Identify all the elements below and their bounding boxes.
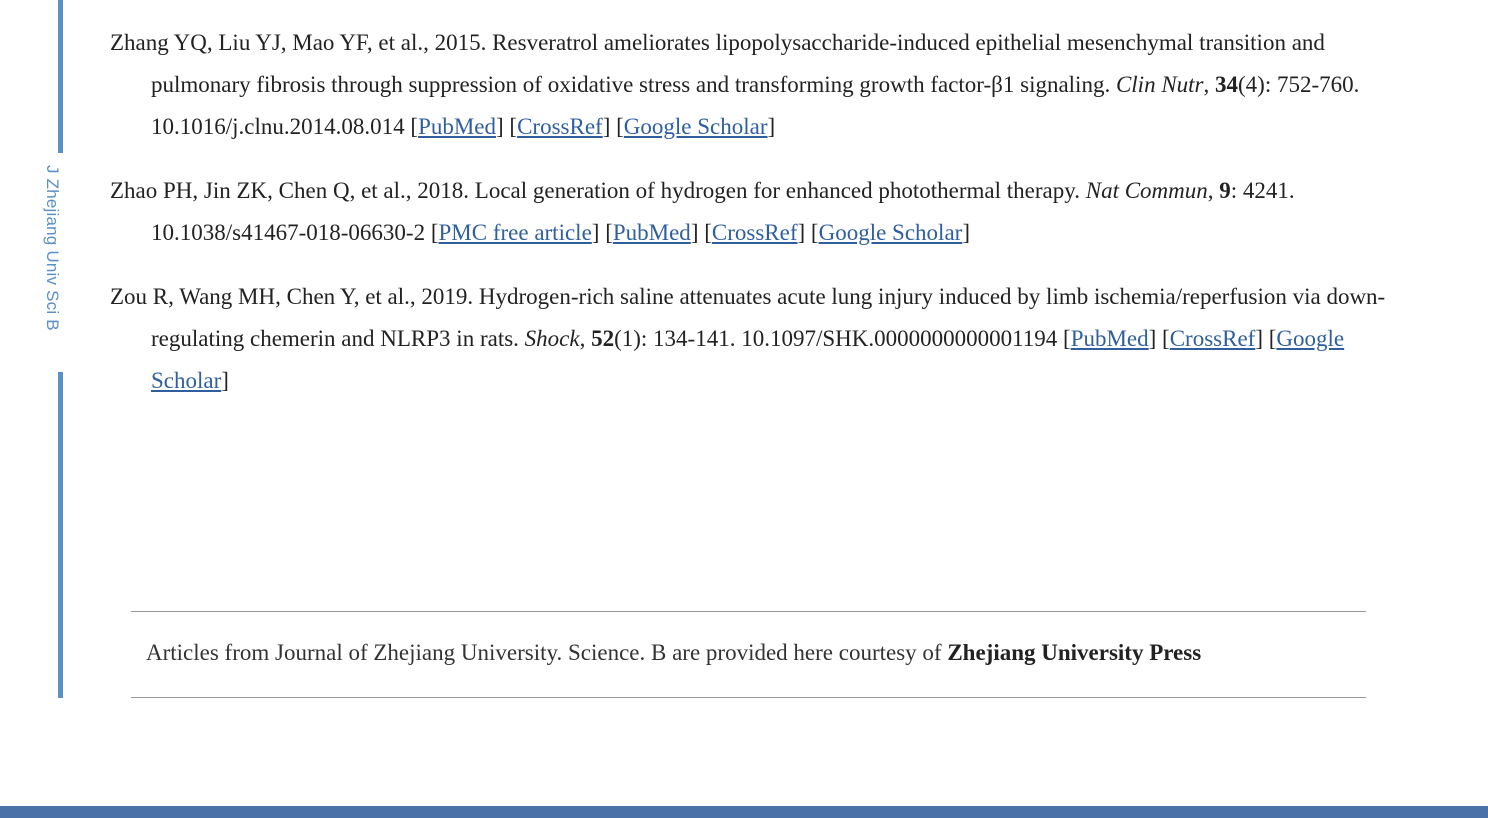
reference-journal: Nat Commun xyxy=(1085,178,1208,203)
publisher-name: Zhejiang University Press xyxy=(947,640,1202,665)
reference-text: Zhang YQ, Liu YJ, Mao YF, et al., 2015. Resveratrol ameliorates lipopolysaccharide-induced epithelial mesenchymal transition and pulmonary fibrosis through suppression of oxidative stress and transforming growth factor-β1 signaling. xyxy=(110,30,1325,97)
pubmed-link[interactable]: PubMed xyxy=(1070,326,1149,351)
reference-journal: Clin Nutr xyxy=(1115,72,1204,97)
page-bottom-bar xyxy=(0,806,1488,818)
sidebar-rail-line-top xyxy=(58,0,63,153)
pubmed-link[interactable]: PubMed xyxy=(612,220,691,245)
courtesy-line xyxy=(146,640,1201,666)
reference-details: (4): 752-760. 10.1016/j.clnu.2014.08.014 xyxy=(151,72,1360,139)
journal-side-label: J Zhejiang Univ Sci B xyxy=(43,165,62,331)
reference-item: Zhang YQ, Liu YJ, Mao YF, et al., 2015. Resveratrol ameliorates lipopolysaccharide-induced epithelial mesenchymal transition and pulmonary fibrosis through suppression of oxidative stress and transforming growth factor-β1 signaling. Clin Nutr, 34(4): 752-760. 10.1016/j.clnu.2014.08.014 [PubMed] [CrossRef] [Google Scholar] xyxy=(110,30,1360,139)
reference-text: Zou R, Wang MH, Chen Y, et al., 2019. Hydrogen-rich saline attenuates acute lung injury induced by limb ischemia/reperfusion via down-regulating chemerin and NLRP3 in rats. xyxy=(110,284,1386,351)
reference-text: Zhao PH, Jin ZK, Chen Q, et al., 2018. Local generation of hydrogen for enhanced photothermal therapy. xyxy=(110,178,1086,203)
reference-details: (1): 134-141. 10.1097/SHK.0000000000001194 xyxy=(614,326,1064,351)
reference-journal: Shock xyxy=(524,326,580,351)
reference-item: Zhao PH, Jin ZK, Chen Q, et al., 2018. Local generation of hydrogen for enhanced photothermal therapy. Nat Commun, 9: 4241. 10.1038/s41467-018-06630-2 [PMC free article] [PubMed] [CrossRef] [Google Scholar] xyxy=(110,178,1295,245)
reference-item: Zou R, Wang MH, Chen Y, et al., 2019. Hydrogen-rich saline attenuates acute lung injury induced by limb ischemia/reperfusion via down-regulating chemerin and NLRP3 in rats. Shock, 52(1): 134-141. 10.1097/SHK.0000000000001194 [PubMed] [CrossRef] [Google Scholar] xyxy=(110,284,1386,393)
reference-volume: 34 xyxy=(1215,72,1239,97)
reference-volume: 52 xyxy=(591,326,615,351)
reference-separator: , xyxy=(579,326,592,351)
pmc-free-article-link[interactable]: PMC free article xyxy=(438,220,592,245)
crossref-link[interactable]: CrossRef xyxy=(1169,326,1256,351)
footer-divider-bottom xyxy=(131,697,1366,698)
crossref-link[interactable]: CrossRef xyxy=(517,114,603,139)
footer-divider-top xyxy=(131,611,1366,612)
reference-separator: , xyxy=(1203,72,1216,97)
crossref-link[interactable]: CrossRef xyxy=(711,220,798,245)
reference-volume: 9 xyxy=(1219,178,1231,203)
reference-list xyxy=(110,22,1400,424)
google-scholar-link[interactable]: Google Scholar xyxy=(623,114,768,139)
courtesy-text: Articles from Journal of Zhejiang University. Science. B are provided here courtesy of xyxy=(146,640,948,665)
reference-details: : 4241. 10.1038/s41467-018-06630-2 xyxy=(151,178,1295,245)
google-scholar-link[interactable]: Google Scholar xyxy=(818,220,963,245)
sidebar-rail xyxy=(58,0,63,698)
pubmed-link[interactable]: PubMed xyxy=(418,114,497,139)
reference-separator: , xyxy=(1207,178,1220,203)
sidebar-rail-line-bottom xyxy=(58,372,63,698)
google-scholar-link[interactable]: Google Scholar xyxy=(151,326,1345,393)
